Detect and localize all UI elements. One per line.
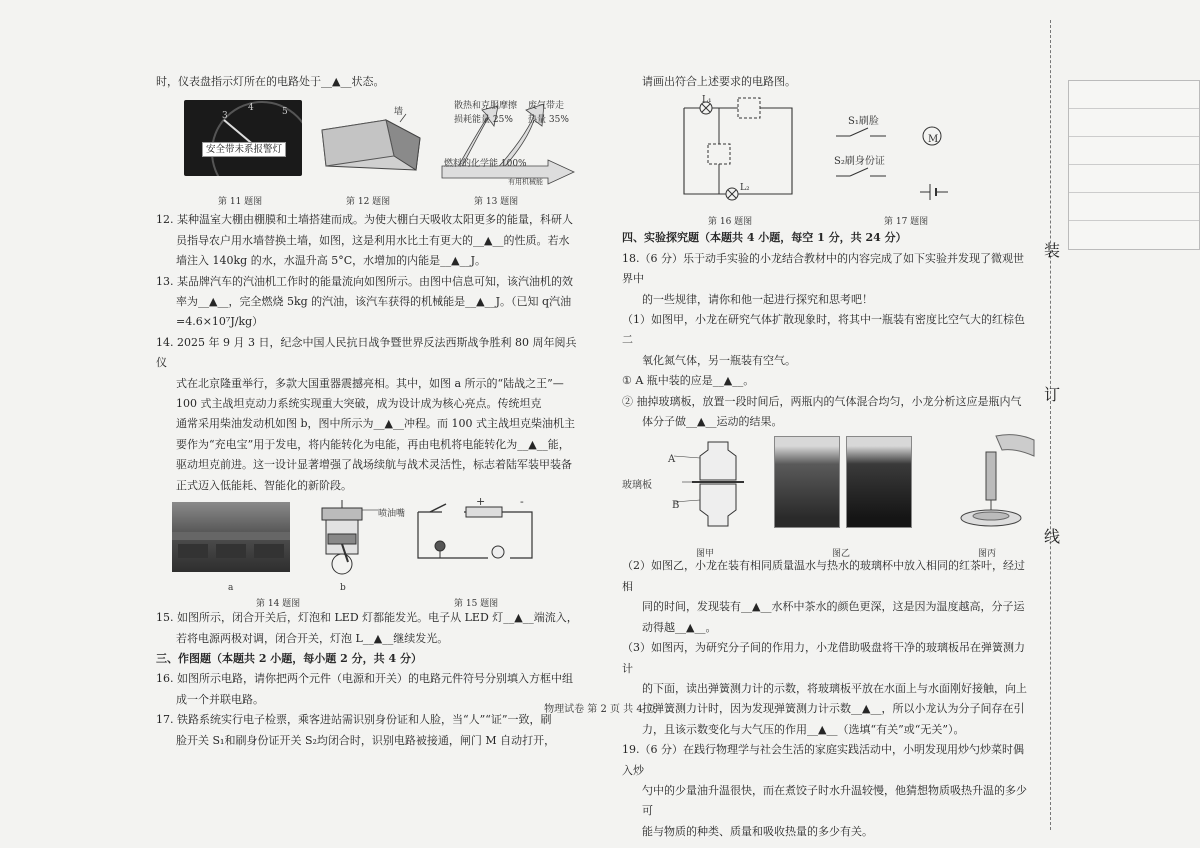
q15-line1: 15. 如图所示，闭合开关后，灯泡和 LED 灯都能发光。电子从 LED 灯__▲__端流入，	[156, 611, 578, 625]
q14-line3: 100 式主战坦克动力系统实现重大突破，成为设计成为核心亮点。传统坦克	[176, 397, 542, 411]
fig15-plus-label: +	[476, 495, 486, 509]
right-column	[622, 72, 1034, 842]
q18-line1: 18.（6 分）乐于动手实验的小龙结合教材中的内容完成了如下实验并发现了微观世界中	[622, 251, 1024, 286]
q13-line1: 13. 某品牌汽车的汽油机工作时的能量流向如图所示。由图中信息可知，该汽油机的效	[156, 274, 573, 288]
q17-line1: 17. 铁路系统实行电子检票，乘客进站需识别身份证和人脸，当“人”“证”一致，刷	[156, 713, 552, 727]
binding-char-2: 订	[1044, 385, 1061, 404]
fig18a-bottles-diagram	[652, 436, 752, 542]
fig18a-caption: 图甲	[696, 549, 715, 560]
fig14a-caption: a	[228, 583, 234, 594]
q18-2-line2: 同的时间，发现装有__▲__水杯中茶水的颜色更深，这是因为温度越高，分子运	[642, 600, 1025, 614]
side-table-row	[1069, 81, 1199, 109]
q16-line1: 16. 如图所示电路，请你把两个元件（电源和开关）的电路元件符号分别填入方框中组	[156, 672, 573, 686]
q19-line2: 勺中的少量油升温很快，而在煮饺子时水升温较慢，他猜想物质吸热升温的多少可	[642, 783, 1027, 818]
fig16-l1-label: L₁	[702, 95, 712, 106]
q15-line2: 若将电源两极对调，闭合开关，灯泡 L__▲__继续发光。	[176, 631, 449, 645]
fig18b-caption: 图乙	[832, 549, 851, 560]
fig11-banner: 安全带未系报警灯	[202, 142, 286, 157]
q16-line2: 成一个并联电路。	[176, 692, 264, 706]
q17-tail: 请画出符合上述要求的电路图。	[642, 75, 796, 88]
fig17-s1-label: S₁刷脸	[848, 116, 879, 128]
fig16-l2-label: L₂	[740, 183, 750, 194]
q14-line1: 14. 2025 年 9 月 3 日，纪念中国人民抗日战争暨世界反法西斯战争胜利 80 周年阅兵仪	[156, 335, 577, 370]
fig12-caption: 第 12 题图	[346, 197, 391, 208]
left-column	[156, 72, 586, 751]
q19-line3: 能与物质的种类、质量和吸收热量的多少有关。	[642, 824, 873, 838]
fig18b-tea-cup-warm	[774, 436, 840, 528]
fig13-label-useful: 有用机械能	[508, 178, 543, 187]
page-footer: 物理试卷 第 2 页 共 4 页	[544, 704, 656, 715]
q10-tail: 时，仪表盘指示灯所在的电路处于__▲__状态。	[156, 75, 385, 88]
fig17-s2-label: S₂刷身份证	[834, 156, 885, 168]
q18-line2: 的一些规律，请你和他一起进行探究和思考吧！	[642, 292, 873, 306]
binding-char-1: 装	[1044, 241, 1061, 260]
q14-line6: 驱动坦克前进。这一设计显著增强了战场续航与战术灵活性，标志着陆军装甲装备	[176, 458, 572, 472]
binding-line	[1050, 20, 1052, 830]
q14-line5: 要作为“充电宝”用于发电，将内能转化为电能，再由电机将电能转化为__▲__能，	[176, 437, 570, 451]
q18-3-line3: 拉弹簧测力计时，因为发现弹簧测力计示数__▲__，所以小龙认为分子间存在引	[642, 702, 1025, 716]
q18-1-line1: （1）如图甲，小龙在研究气体扩散现象时，将其中一瓶装有密度比空气大的红棕色二	[622, 313, 1025, 347]
fig12-wall-label: 墙	[394, 107, 404, 118]
fig18c-spring-scale-drawing	[946, 432, 1036, 542]
q18-3-line4: 力，且该示数变化与大气压的作用__▲__（选填“有关”或“无关”）。	[642, 722, 965, 736]
gauge-icon	[184, 100, 302, 176]
fig11-dashboard-image	[184, 100, 302, 176]
fig11-caption: 第 11 题图	[218, 197, 263, 208]
section4-heading: 四、实验探究题（本题共 4 小题，每空 1 分，共 24 分）	[622, 231, 907, 245]
fig14-caption: 第 14 题图	[256, 599, 301, 610]
q12-line2: 员指导农户用水墙替换土墙，如图，这是利用水比土有更大的__▲__的性质。若水	[176, 233, 570, 247]
q14-line7: 正式迈入低能耗、智能化的新阶段。	[176, 478, 352, 492]
fig13-caption: 第 13 题图	[474, 197, 519, 208]
fig18a-label-glass: 玻璃板	[622, 480, 652, 492]
fig16-caption: 第 16 题图	[708, 217, 753, 228]
q14-line4: 通常采用柴油发动机如图 b，图中所示为__▲__冲程。而 100 式主战坦克柴油机主	[176, 417, 575, 431]
svg-text:5: 5	[282, 107, 288, 118]
q12-line3: 墙注入 140kg 的水，水温升高 5°C，水增加的内能是__▲__J。	[176, 254, 486, 268]
fig17-motor-label: M	[928, 134, 939, 146]
q17-line2: 脸开关 S₁和刷身份证开关 S₂均闭合时，识别电路被接通，闸门 M 自动打开，	[176, 733, 556, 747]
side-score-table	[1068, 80, 1200, 250]
q18-2-line1: （2）如图乙，小龙在装有相同质量温水与热水的玻璃杯中放入相同的红茶叶，经过相	[622, 559, 1025, 593]
fig15-minus-label: -	[520, 495, 524, 509]
q19-line1: 19.（6 分）在践行物理学与社会生活的家庭实践活动中，小明发现用炒勺炒菜时偶入炒	[622, 743, 1024, 777]
side-table-row	[1069, 137, 1199, 165]
svg-text:3: 3	[222, 111, 228, 122]
fig15-caption: 第 15 题图	[454, 599, 499, 610]
binding-char-3: 线	[1044, 527, 1061, 546]
q12-line1: 12. 某种温室大棚由棚膜和土墙搭建而成。为使大棚白天吸收太阳更多的能量，科研人	[156, 213, 573, 227]
fig13-label-loss25: 损耗能量 25%	[454, 115, 513, 126]
q18-2-line3: 动得越__▲__。	[642, 620, 717, 634]
svg-text:4: 4	[248, 103, 254, 114]
fig18b-tea-cup-hot	[846, 436, 912, 528]
fig14b-caption: b	[340, 583, 346, 594]
figures-14-15	[156, 496, 586, 608]
fig18a-label-b: B	[672, 500, 680, 512]
figures-18	[622, 432, 1034, 560]
side-table-row	[1069, 193, 1199, 221]
section3-heading: 三、作图题（本题共 2 小题，每小题 2 分，共 4 分）	[156, 651, 422, 665]
q13-line2: 率为__▲__，完全燃烧 5kg 的汽油，该汽车获得的机械能是__▲__J。（已知 q汽油	[176, 295, 572, 309]
fig13-label-exhaust: 废气带走	[528, 101, 565, 112]
q18-3-line1: （3）如图丙，为研究分子间的作用力，小龙借助吸盘将干净的玻璃板吊在弹簧测力计	[622, 641, 1025, 675]
side-table-row	[1069, 109, 1199, 137]
fig18c-caption: 图丙	[978, 549, 997, 560]
tank-icon	[172, 502, 290, 572]
fig12-greenhouse-drawing	[316, 100, 434, 176]
fig13-label-heat35: 热量 35%	[528, 115, 569, 126]
figures-11-13	[156, 92, 586, 210]
fig13-label-friction: 散热和克服摩擦	[454, 101, 518, 112]
q18-1-a: ① A 瓶中装的应是__▲__。	[622, 374, 755, 388]
figures-16-17	[622, 92, 1034, 228]
q14-line2: 式在北京隆重举行，多款大国重器震撼亮相。其中，如图 a 所示的“陆战之王”—	[176, 376, 564, 390]
q18-1-line2: 氧化氮气体，另一瓶装有空气。	[642, 353, 796, 367]
q18-1-b-line2: 体分子做__▲__运动的结果。	[642, 415, 783, 429]
fig14b-nozzle-label: 喷油嘴	[378, 509, 406, 520]
q13-line3: =4.6×10⁷J/kg）	[176, 315, 264, 329]
q18-1-b-line1: ② 抽掉玻璃板，放置一段时间后，两瓶内的气体混合均匀，小龙分析这应是瓶内气	[622, 394, 1022, 408]
q18-3-line2: 的下面，读出弹簧测力计的示数，将玻璃板平放在水面上与水面刚好接触，向上	[642, 681, 1027, 695]
fig18a-label-a: A	[668, 454, 676, 466]
fig13-label-chemical: 燃料的化学能 100%	[444, 159, 527, 170]
fig17-caption: 第 17 题图	[884, 217, 929, 228]
fig14a-tanks-photo	[172, 502, 290, 572]
side-table-row	[1069, 165, 1199, 193]
